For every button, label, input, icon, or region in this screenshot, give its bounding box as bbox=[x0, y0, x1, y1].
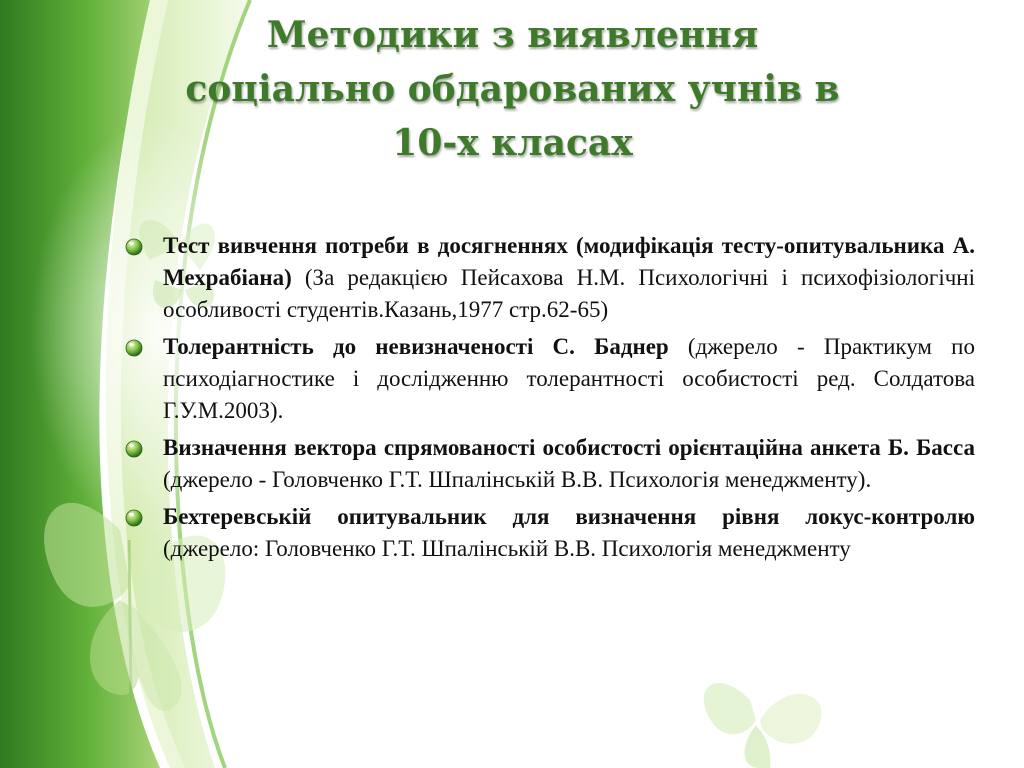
list-item-title: Толерантність до невизначеності С. Баднер bbox=[163, 334, 669, 359]
sphere-bullet-icon bbox=[125, 440, 143, 458]
list-item-title: Тест вивчення потреби в досягненнях (модифікація тесту-опитувальника А. Мехрабіана) bbox=[163, 233, 975, 290]
sphere-bullet-icon bbox=[125, 339, 143, 357]
list-item bbox=[125, 432, 975, 496]
sphere-bullet-icon bbox=[125, 238, 143, 256]
list-item-source: (джерело: Головченко Г.Т. Шпалінськiй В.В. Психологія менеджменту bbox=[163, 536, 851, 561]
list-item bbox=[125, 501, 975, 565]
list-item-source: (джерело - Практикум по психодіагностике і дослідженню толерантності особистості ред. Солдатова Г.У.М.2003). bbox=[163, 334, 975, 423]
sphere-bullet-icon bbox=[125, 509, 143, 527]
slide-title-line-3: 10-х класах bbox=[392, 122, 633, 164]
list-item-title: Визначення вектора спрямованості особистості орієнтаційна анкета Б. Басса bbox=[163, 435, 975, 460]
list-item-source: (За редакцією Пейсахова Н.М. Психологічні і психофізіологічні особливості студентів.Казань,1977 стр.62-65) bbox=[163, 265, 975, 322]
list-item-title: Бехтеревськiй опитувальник для визначення рівня локус-контролю bbox=[163, 504, 975, 529]
slide-title-line-1: Методики з виявлення bbox=[266, 14, 759, 56]
list-item-source: (джерело - Головченко Г.Т. Шпалінськiй В.В. Психологія менеджменту). bbox=[163, 467, 872, 492]
list-item bbox=[125, 230, 975, 326]
slide-title bbox=[150, 8, 875, 170]
list-item bbox=[125, 331, 975, 427]
methods-list bbox=[125, 230, 975, 570]
slide-title-line-2: соціально обдарованих учнів в bbox=[185, 68, 840, 110]
